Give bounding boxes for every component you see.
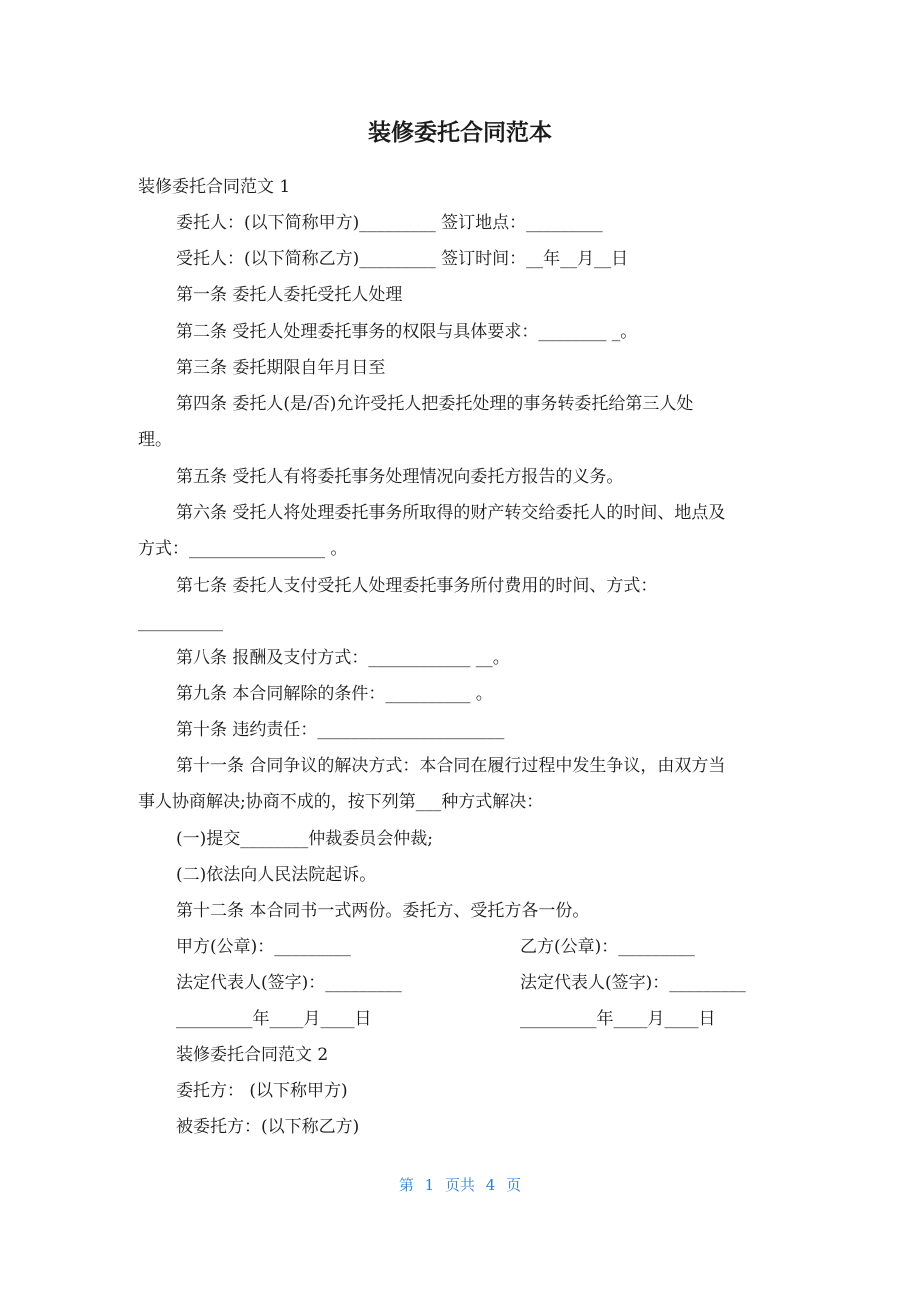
party-a-date: _________年____月____日 bbox=[176, 1009, 372, 1029]
clause-line: 事人协商解决;协商不成的，按下列第___种方式解决： bbox=[138, 792, 544, 812]
clause-line: 方式：________________ 。 bbox=[138, 539, 348, 559]
clause-line: __________ bbox=[138, 612, 223, 632]
party-b-seal: 乙方(公章)：_________ bbox=[520, 937, 695, 957]
clause-line: 第十一条 合同争议的解决方式：本合同在履行过程中发生争议，由双方当 bbox=[176, 756, 726, 776]
page-footer: 第 1 页共 4 页 bbox=[398, 1176, 522, 1194]
clause-line: 第七条 委托人支付受托人处理委托事务所付费用的时间、方式： bbox=[176, 576, 658, 596]
clause-line: 被委托方：(以下称乙方) bbox=[176, 1117, 360, 1137]
section-heading: 装修委托合同范文 2 bbox=[176, 1045, 329, 1065]
party-a-seal: 甲方(公章)：_________ bbox=[176, 937, 351, 957]
clause-line: 第八条 报酬及支付方式：____________ __。 bbox=[176, 648, 510, 668]
party-a-representative: 法定代表人(签字)：_________ bbox=[176, 973, 402, 993]
party-b-representative: 法定代表人(签字)：_________ bbox=[520, 973, 746, 993]
clause-line: 第三条 委托期限自年月日至 bbox=[176, 358, 386, 378]
section-heading: 装修委托合同范文 1 bbox=[138, 177, 291, 197]
clause-line: 受托人：(以下简称乙方)_________ 签订时间：__年__月__日 bbox=[176, 249, 629, 269]
clause-line: 第九条 本合同解除的条件：__________ 。 bbox=[176, 684, 493, 704]
clause-line: 委托人：(以下简称甲方)_________ 签订地点：_________ bbox=[176, 213, 603, 233]
clause-line: 理。 bbox=[138, 430, 172, 450]
clause-line: 第四条 委托人(是/否)允许受托人把委托处理的事务转委托给第三人处 bbox=[176, 394, 694, 414]
clause-line: 第一条 委托人委托受托人处理 bbox=[176, 285, 403, 305]
document-title: 装修委托合同范本 bbox=[368, 120, 552, 146]
clause-line: 委托方： (以下称甲方) bbox=[176, 1081, 348, 1101]
clause-line: 第六条 受托人将处理委托事务所取得的财产转交给委托人的时间、地点及 bbox=[176, 503, 726, 523]
clause-line: 第五条 受托人有将委托事务处理情况向委托方报告的义务。 bbox=[176, 467, 624, 487]
clause-line: 第十条 违约责任：______________________ bbox=[176, 720, 505, 740]
clause-line: 第二条 受托人处理委托事务的权限与具体要求：________ _。 bbox=[176, 322, 638, 342]
clause-line: (二)依法向人民法院起诉。 bbox=[176, 865, 377, 885]
clause-line: (一)提交________仲裁委员会仲裁; bbox=[176, 829, 433, 849]
clause-line: 第十二条 本合同书一式两份。委托方、受托方各一份。 bbox=[176, 901, 590, 921]
party-b-date: _________年____月____日 bbox=[520, 1009, 716, 1029]
